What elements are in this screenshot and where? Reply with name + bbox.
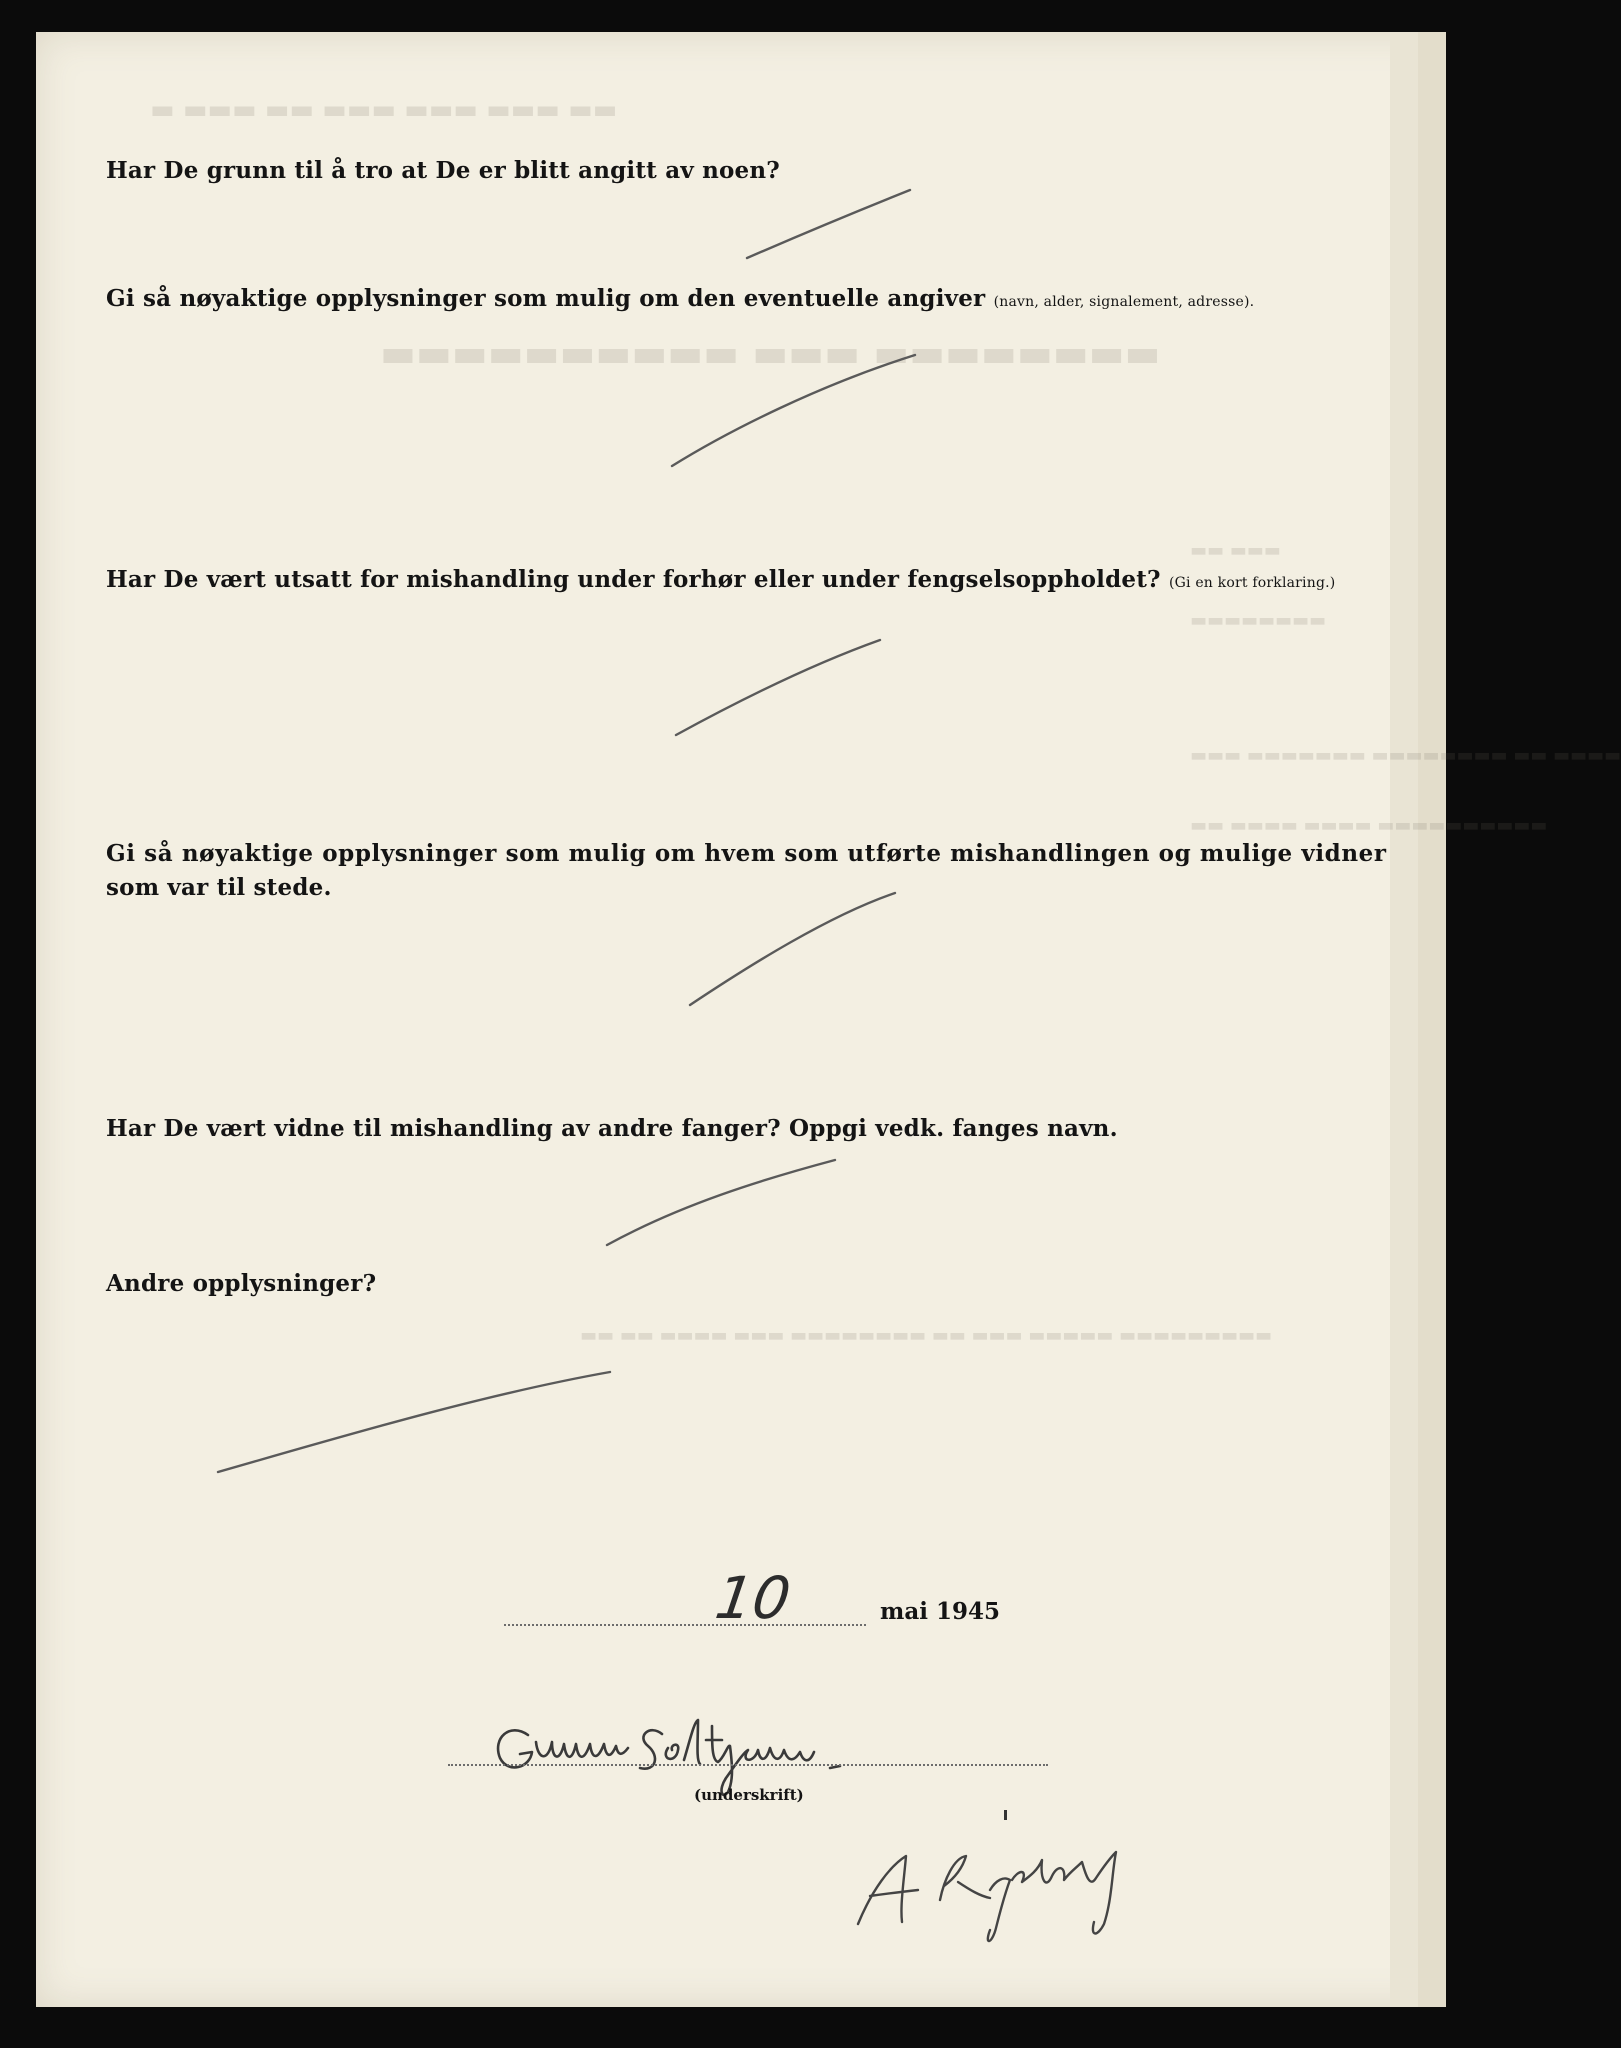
question-denounced: Har De grunn til å tro at De er blitt angitt av noen? <box>106 157 780 184</box>
bleed-through: ▬▬▬▬▬▬▬▬▬▬ ▬▬▬ ▬▬▬▬▬▬▬▬ <box>380 330 1161 375</box>
bleed-through: ▬ ▬▬▬ ▬▬ ▬▬▬ ▬▬▬ ▬▬▬ ▬▬ <box>150 95 618 125</box>
date-month-year: mai 1945 <box>880 1598 1000 1625</box>
question-perpetrators-line2: som var til stede. <box>106 874 332 901</box>
date-day: 10 <box>711 1564 795 1632</box>
bleed-through: ▬▬ ▬▬▬▬ ▬▬▬▬ ▬▬▬▬▬▬▬▬▬▬ <box>1190 815 1548 836</box>
question-informer-details-note: (navn, alder, signalement, adresse). <box>993 294 1255 310</box>
question-perpetrators-line1: Gi så nøyaktige opplysninger som mulig om hvem som utførte mishandlingen og mulige vidner <box>106 840 1387 867</box>
question-mistreatment-text: Har De vært utsatt for mishandling under forhør eller under fengselsoppholdet? <box>106 566 1161 593</box>
signature-label: (underskrift) <box>694 1786 804 1804</box>
question-witness: Har De vært vidne til mishandling av andre fanger? Oppgi vedk. fanges navn. <box>106 1115 1118 1142</box>
bleed-through: ▬▬▬ ▬▬▬▬▬▬▬ ▬▬▬▬▬▬▬▬ ▬▬ ▬▬▬▬ <box>1190 745 1621 766</box>
bleed-through: ▬▬ ▬▬ ▬▬▬▬ ▬▬▬ ▬▬▬▬▬▬▬▬ ▬▬ ▬▬▬ ▬▬▬▬▬ ▬▬▬▬▬▬▬▬▬ <box>580 1325 1273 1346</box>
bleed-through: ▬▬ ▬▬▬ <box>1190 540 1281 561</box>
question-other-info: Andre opplysninger? <box>106 1270 377 1297</box>
question-mistreatment-note: (Gi en kort forklaring.) <box>1168 575 1336 591</box>
question-informer-details-text: Gi så nøyaktige opplysninger som mulig om den eventuelle angiver <box>106 285 986 312</box>
bleed-through: ▬▬▬▬▬▬▬▬ <box>1190 610 1327 631</box>
ink-mark <box>1004 1810 1007 1820</box>
